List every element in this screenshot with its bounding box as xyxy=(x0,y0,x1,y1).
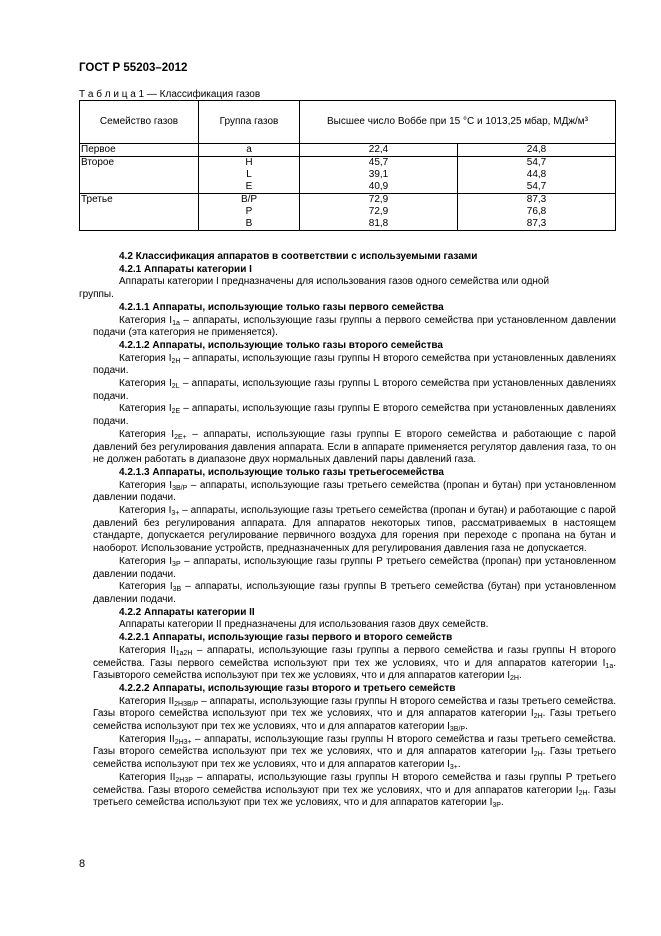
paragraph-category-i2h: Категория $I_{2H}$ – аппараты, использующие газы группы H второго семейства при установленных давлениях подачи. xyxy=(93,352,616,377)
paragraph-category-ii2h3p: Категория $II_{2H3P}$ – аппараты, использующие газы группы H второго семейства и газы группы P третьего семейства. Газы второго семейства используют при тех же условиях, что и для аппаратов категории $I_{2H}$. Газы третьего семейства используют при тех же условиях, что и для аппаратов категории $I_{3P}$. xyxy=(93,771,617,810)
cell-family: Третье xyxy=(80,194,199,207)
cell-wobbe-max: 87,3 xyxy=(458,218,616,231)
cell-wobbe-max: 54,7 xyxy=(458,181,616,194)
table-row xyxy=(80,169,616,181)
section-heading-4-2: 4.2 Классификация аппаратов в соответствии с используемыми газами xyxy=(119,251,478,262)
section-heading-4-2-1-1: 4.2.1.1 Аппараты, использующие только газы первого семейства xyxy=(119,301,444,313)
cell-wobbe-min: 22,4 xyxy=(300,144,458,157)
gas-classification-table xyxy=(79,100,616,231)
cell-family xyxy=(80,169,199,181)
section-heading-4-2-1-3: 4.2.1.3 Аппараты, использующие только газы третьегосемейства xyxy=(119,466,444,478)
document-header: ГОСТ Р 55203–2012 xyxy=(79,62,188,74)
cell-family xyxy=(80,218,199,231)
paragraph-category-i2e: Категория $I_{2E}$ – аппараты, использующие газы группы E второго семейства при установленных давлениях подачи. xyxy=(93,403,616,428)
cell-wobbe-min: 72,9 xyxy=(300,194,458,207)
cell-wobbe-min: 72,9 xyxy=(300,206,458,218)
section-heading-4-2-2-1: 4.2.2.1 Аппараты, использующие газы первого и второго семейств xyxy=(119,632,453,644)
cell-wobbe-min: 40,9 xyxy=(300,181,458,194)
cell-family xyxy=(80,206,199,218)
table-row xyxy=(80,206,616,218)
paragraph-category-i3p: Категория $I_{3P}$ – аппараты, использующие газы группы P третьего семейства (пропан) при установленном давлении подачи. xyxy=(93,555,617,580)
paragraph-category-i2l: Категория $I_{2L}$ – аппараты, использующие газы группы L второго семейства при установленных давлениях подачи. xyxy=(93,378,616,402)
document-body xyxy=(79,251,617,810)
paragraph-category-ii2h3-plus: Категория $II_{2H3+}$ – аппараты, использующие газы группы H второго семейства и газы третьего семейства. Газы второго семейства используют при тех же условиях, что и для аппаратов категории $I_{2H}$. Газы третьего семейства используют при тех же условиях, что и для аппаратов категории $I_{3+}$. xyxy=(93,733,616,772)
cell-family: Второе xyxy=(80,157,199,170)
cell-group: E xyxy=(199,181,300,194)
paragraph-category-i2e-plus: Категория $I_{2E+}$ – аппараты, использующие газы группы E второго семейства и работающие с парой давлений без регулирования давления аппарата. Если в аппарате применяется регулятор давления газа, то он не должен работать в диапазоне двух нормальных давлений пары давлений газа. xyxy=(93,428,616,466)
section-heading-4-2-1: 4.2.1 Аппараты категории I xyxy=(119,263,252,275)
paragraph-category-i3b: Категория $I_{3B}$ – аппараты, использующие газы группы B третьего семейства (бутан) при установленном давлении подачи. xyxy=(93,581,616,605)
cell-group: H xyxy=(199,157,300,170)
cell-wobbe-min: 81,8 xyxy=(300,218,458,231)
section-heading-4-2-2: 4.2.2 Аппараты категории II xyxy=(119,606,255,618)
cell-family xyxy=(80,181,199,194)
cell-wobbe-max: 44,8 xyxy=(458,169,616,181)
cell-wobbe-max: 24,8 xyxy=(458,144,616,157)
paragraph-category-i3-plus: Категория $I_{3+}$ – аппараты, использующие газы третьего семейства (пропан и бутан) и работающие с парой давлений без регулирования аппарата. Для аппаратов некоторых типов, рассматриваемых в настоящем стандарте, допускается регулирование первичного воздуха для горения при переходе с пропана на бутан и наоборот. Использование устройств, предназначенных для регулирования давления газа не допускается. xyxy=(93,505,616,555)
cell-group: a xyxy=(199,144,300,157)
cell-wobbe-max: 54,7 xyxy=(458,157,616,170)
cell-group: B/P xyxy=(199,194,300,207)
cell-group: B xyxy=(199,218,300,231)
table-row xyxy=(80,194,616,207)
table-header-row xyxy=(80,101,616,144)
cell-wobbe-max: 87,3 xyxy=(458,194,616,207)
cell-group: P xyxy=(199,206,300,218)
paragraph-category-i1a: Категория $I_{1a}$ – аппараты, использующие газы группы а первого семейства при установленном давлении подачи (эта категория не применяется). xyxy=(93,314,616,339)
table-row xyxy=(80,144,616,157)
section-heading-4-2-2-2: 4.2.2.2 Аппараты, использующие газы второго и третьего семейств xyxy=(119,682,456,694)
table-row xyxy=(80,157,616,170)
paragraph-category-i3bp: Категория $I_{3B/P}$ – аппараты, использующие газы третьего семейства (пропан и бутан) при установленном давлении подачи. xyxy=(93,479,616,504)
paragraph-category-ii: Аппараты категории II предназначены для использования газов двух семейств. xyxy=(119,619,489,631)
paragraph-continuation: группы. xyxy=(79,289,114,301)
paragraph-category-ii1a2h: Категория $II_{1a2H}$ – аппараты, использующие газы группы а первого семейства и газы группы H второго семейства. Газы первого семейства используют при тех же условиях, что и для аппаратов категории $I_{1a}$. Газывторого семейства используют при тех же условиях, что и для аппаратов категории $I_{2H}$. xyxy=(93,644,616,683)
cell-group: L xyxy=(199,169,300,181)
cell-wobbe-min: 39,1 xyxy=(300,169,458,181)
column-header-wobbe: Высшее число Воббе при 15 °C и 1013,25 мбар, МДж/м³ xyxy=(300,101,616,144)
cell-wobbe-min: 45,7 xyxy=(300,157,458,170)
cell-wobbe-max: 76,8 xyxy=(458,206,616,218)
column-header-family: Семейство газов xyxy=(80,101,199,144)
cell-family: Первое xyxy=(80,144,199,157)
table-caption: Т а б л и ц а 1 — Классификация газов xyxy=(79,89,261,100)
paragraph-category-i: Аппараты категории I предназначены для использования газов одного семейства или одной xyxy=(119,276,550,288)
paragraph-category-ii2h3bp: Категория $II_{2H3B/P}$ – аппараты, использующие газы группы H второго семейства и газы третьего семейства. Газы второго семейства используют при тех же условиях, что и для аппаратов категории $I_{2H}$. Газы третьего семейства используют при тех же условиях, что и для аппаратов категории $I_{3B/P}$. xyxy=(93,695,616,734)
page-number: 8 xyxy=(79,858,86,870)
section-heading-4-2-1-2: 4.2.1.2 Аппараты, использующие только газы второго семейства xyxy=(119,339,443,351)
table-row xyxy=(80,218,616,231)
table-row xyxy=(80,181,616,194)
column-header-group: Группа газов xyxy=(199,101,300,144)
